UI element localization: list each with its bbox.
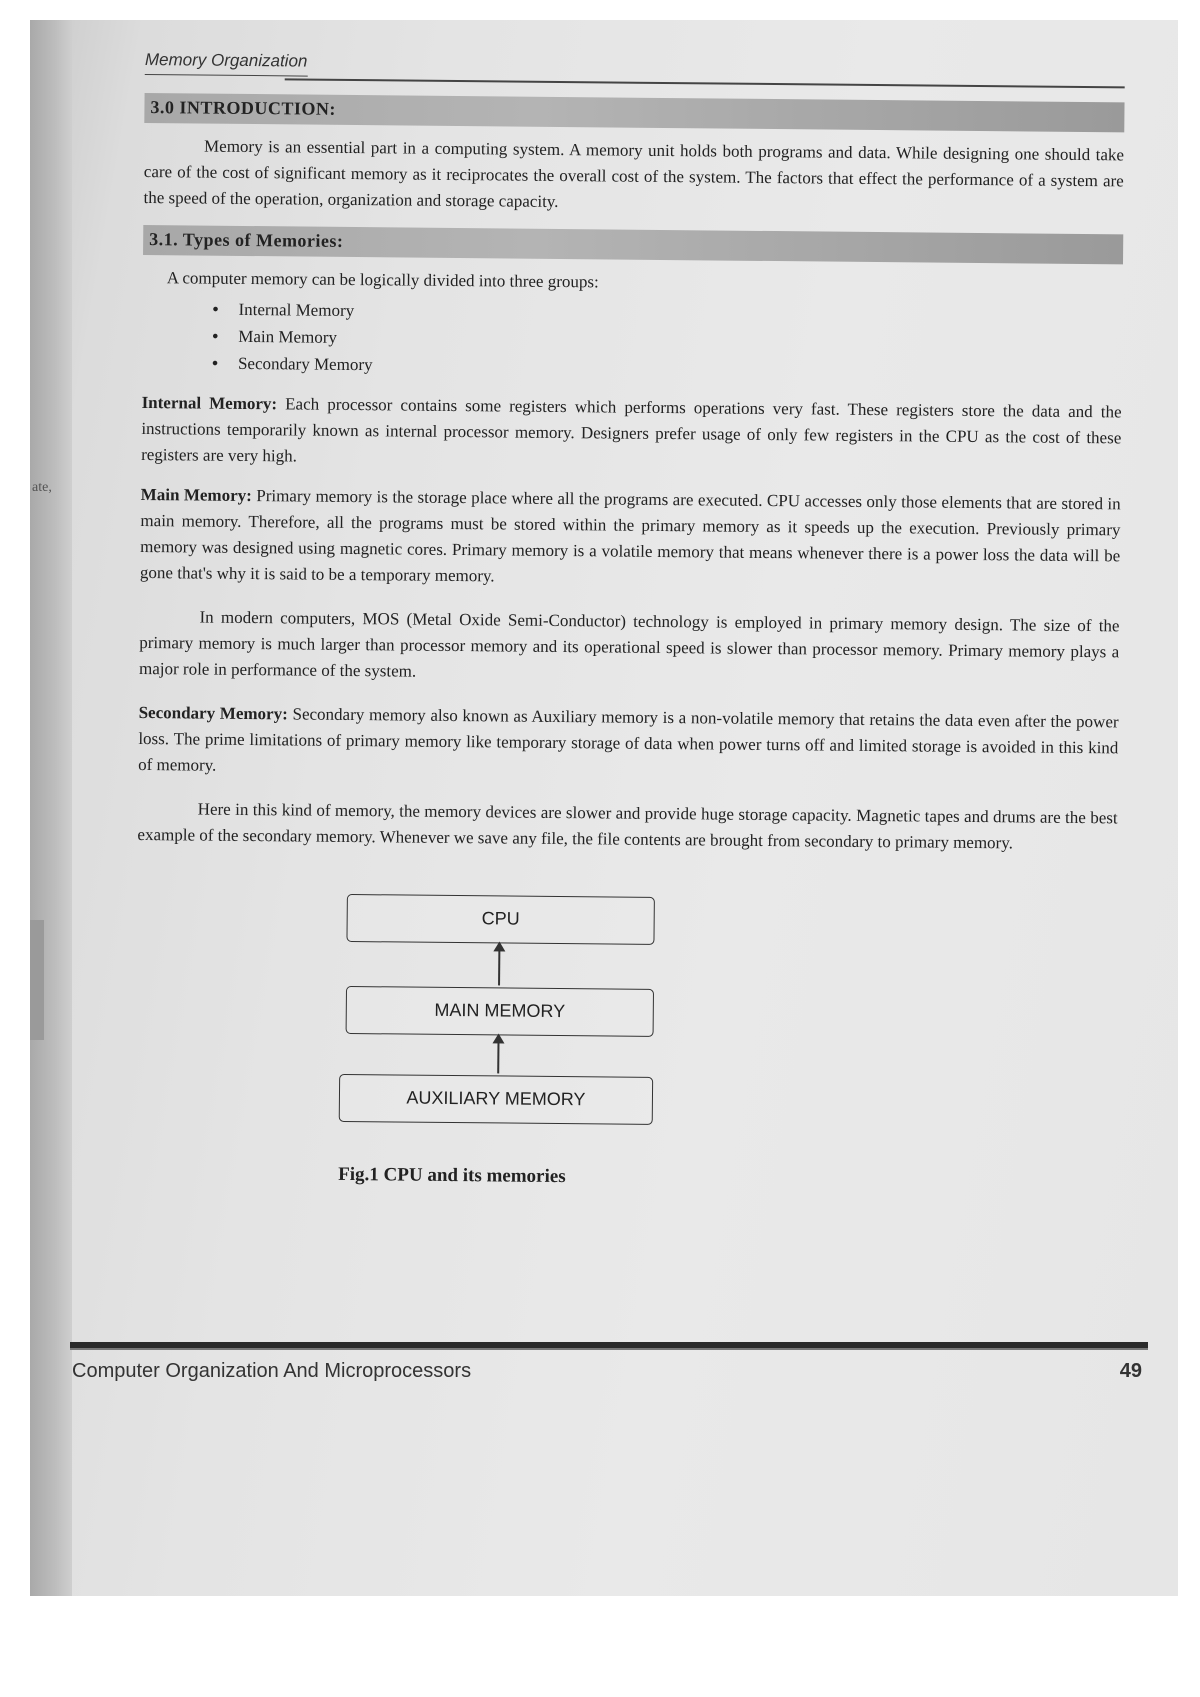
types-lead: A computer memory can be logically divided into three groups:: [166, 267, 599, 291]
section-heading-intro: 3.0 INTRODUCTION:: [144, 92, 1124, 131]
previous-page-edge: [30, 20, 72, 1596]
internal-memory-text: Each processor contains some registers which performs operations very fast. These registers store the data and the instructions temporarily known as internal processor memory. Designers prefer usage of only few registers in the CPU as the cost of these registers are very high.: [141, 393, 1122, 465]
running-header: [145, 50, 1125, 88]
footer-rule: [70, 1342, 1148, 1350]
intro-paragraph: Memory is an essential part in a computing system. A memory unit holds both programs and data. While designing one should take care of the cost of significant memory as it reciprocates the overall cost of the system. The factors that effect the performance of a system are the speed of the operation, organization and storage capacity.: [143, 136, 1125, 211]
main-memory-paragraph: [140, 481, 1121, 594]
page-edge-strip: [30, 920, 44, 1040]
header-title: Memory Organization: [145, 50, 308, 77]
main-memory-box: MAIN MEMORY: [346, 985, 654, 1036]
section-heading-types: 3.1. Types of Memories:: [143, 224, 1123, 263]
list-item: • Main Memory: [212, 322, 1122, 358]
secondary-details-paragraph: Here in this kind of memory, the memory devices are slower and provide huge storage capacity. Magnetic tapes and drums are the best example of the secondary memory. Whenever we save any file, the file contents are brought from secondary to primary memory.: [137, 799, 1118, 852]
main-memory-term: Main Memory:: [140, 484, 252, 505]
internal-memory-term: Internal Memory:: [141, 392, 278, 413]
footer-book-title: Computer Organization And Microprocessors: [72, 1360, 472, 1382]
margin-fragment: ate,: [32, 480, 52, 495]
list-item: • Secondary Memory: [212, 349, 1122, 385]
book-page-photo: [30, 20, 1178, 1596]
main-memory-text: Primary memory is the storage place where all the programs are executed. CPU accesses only those elements that are stored in main memory. Therefore, all the programs must be stored within the primary memory as it speeds up the execution. Previously primary memory was designed using magnetic cores. Primary memory is a volatile memory that means whenever there is a power loss the data will be gone that's why it is said to be a temporary memory.: [139, 485, 1121, 585]
figure-caption: Fig.1 CPU and its memories: [338, 1163, 566, 1187]
header-rule: [285, 78, 1125, 88]
list-item: • Internal Memory: [212, 295, 1122, 331]
memory-groups-list: [212, 295, 1123, 385]
secondary-memory-text: Secondary memory also known as Auxiliary memory is a non-volatile memory that retains the data even after the power loss. The prime limitations of primary memory like temporary storage of data when power turns off and limited storage is avoided in this kind of memory.: [138, 703, 1119, 775]
secondary-memory-paragraph: [138, 699, 1119, 786]
internal-memory-paragraph: [141, 389, 1122, 476]
secondary-memory-term: Secondary Memory:: [138, 702, 288, 723]
auxiliary-memory-box: AUXILIARY MEMORY: [339, 1073, 653, 1124]
page-footer: [72, 1360, 1142, 1383]
arrow-up-icon: [497, 1041, 499, 1073]
page-content: [134, 50, 1125, 1231]
memory-hierarchy-diagram: [134, 891, 1117, 1230]
page-number: 49: [1119, 1360, 1142, 1382]
cpu-box: CPU: [346, 893, 654, 944]
arrow-up-icon: [498, 949, 500, 985]
modern-computers-paragraph: In modern computers, MOS (Metal Oxide Semi-Conductor) technology is employed in primary memory design. The size of the primary memory is much larger than processor memory and its operational speed is slower than processor memory. Primary memory plays a major role in performance of the system.: [138, 607, 1120, 681]
